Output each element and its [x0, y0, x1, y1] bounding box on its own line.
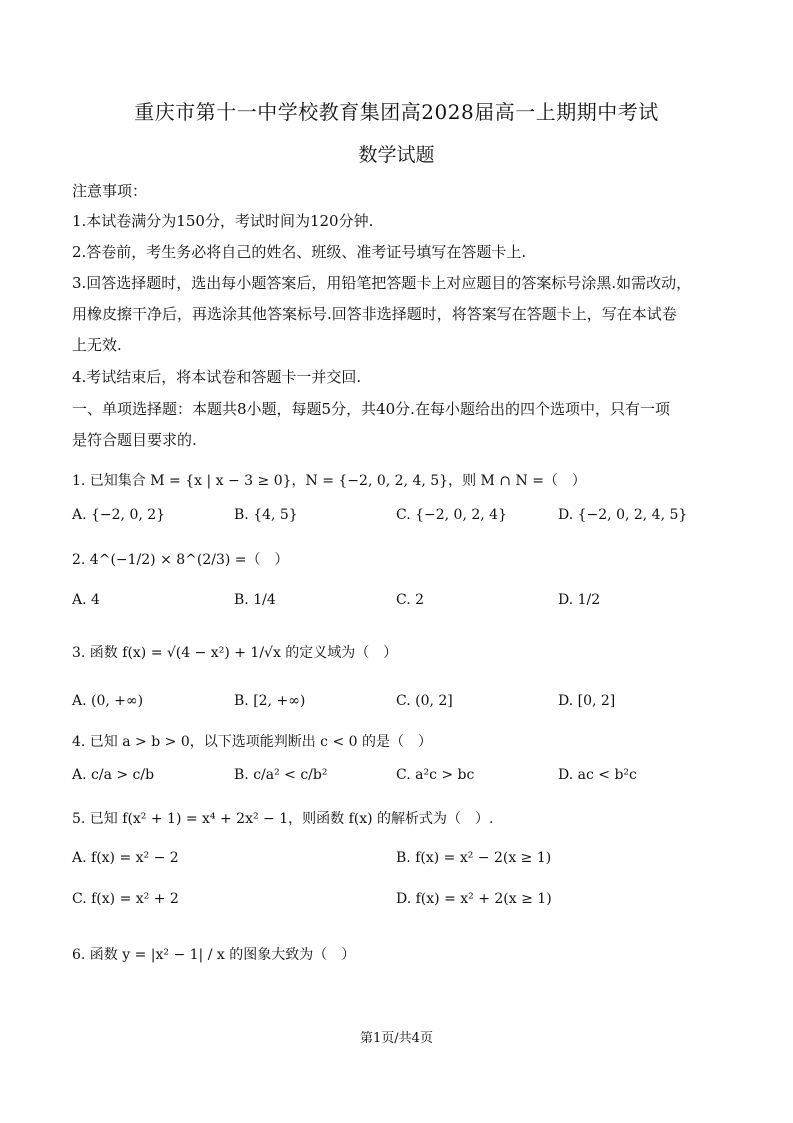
notes-heading: 注意事项：	[72, 182, 148, 200]
page-footer: 第1页/共4页	[360, 1031, 433, 1046]
question-4-option-c: C. a²c > bc	[396, 767, 475, 783]
note-item-3-end: 上无效.	[72, 336, 122, 354]
note-item-3-cont: 用橡皮擦干净后，再选涂其他答案标号.回答非选择题时，将答案写在答题卡上，写在本试卷	[72, 305, 677, 323]
note-item-3: 3.回答选择题时，选出每小题答案后，用铅笔把答题卡上对应题目的答案标号涂黑.如需改动，	[72, 274, 692, 292]
question-5-option-a: A. f(x) = x² − 2	[72, 850, 179, 866]
question-1-option-d: D. {−2, 0, 2, 4, 5}	[558, 507, 688, 523]
page-title: 重庆市第十一中学校教育集团高2028届高一上期期中考试	[134, 100, 659, 124]
question-5-option-d: D. f(x) = x² + 2(x ≥ 1)	[396, 891, 552, 907]
note-item-4: 4.考试结束后，将本试卷和答题卡一并交回.	[72, 368, 362, 386]
question-5-option-c: C. f(x) = x² + 2	[72, 891, 179, 907]
question-6-stem: 6. 函数 y = |x² − 1| / x 的图象大致为（ ）	[72, 947, 356, 963]
question-1-option-a: A. {−2, 0, 2}	[72, 507, 166, 523]
question-3-option-a: A. (0, +∞)	[72, 693, 144, 709]
question-4-option-d: D. ac < b²c	[558, 767, 637, 783]
question-2-option-d: D. 1/2	[558, 592, 601, 608]
question-2-option-a: A. 4	[72, 592, 100, 608]
question-5-option-b: B. f(x) = x² − 2(x ≥ 1)	[396, 850, 552, 866]
question-1-stem: 1. 已知集合 M = {x | x − 3 ≥ 0}，N = {−2, 0, 2, 4, 5}，则 M ∩ N =（ ）	[72, 473, 586, 489]
question-2-option-b: B. 1/4	[234, 592, 276, 608]
question-3-option-c: C. (0, 2]	[396, 693, 453, 709]
question-3-stem: 3. 函数 f(x) = √(4 − x²) + 1/√x 的定义域为（ ）	[72, 645, 398, 661]
question-3-option-d: D. [0, 2]	[558, 693, 616, 709]
section-heading-cont: 是符合题目要求的.	[72, 431, 197, 449]
question-4-option-b: B. c/a² < c/b²	[234, 767, 328, 783]
note-item-2: 2.答卷前，考生务必将自己的姓名、班级、准考证号填写在答题卡上.	[72, 243, 527, 261]
note-item-1: 1.本试卷满分为150分，考试时间为120分钟.	[72, 212, 374, 230]
question-5-stem: 5. 已知 f(x² + 1) = x⁴ + 2x² − 1，则函数 f(x) 的解析式为（ ）.	[72, 811, 494, 827]
question-2-option-c: C. 2	[396, 592, 425, 608]
page-subtitle: 数学试题	[358, 144, 435, 166]
question-1-option-c: C. {−2, 0, 2, 4}	[396, 507, 507, 523]
question-2-stem: 2. 4^(−1/2) × 8^(2/3) =（ ）	[72, 552, 289, 568]
question-3-option-b: B. [2, +∞)	[234, 693, 306, 709]
section-heading: 一、单项选择题：本题共8小题，每题5分，共40分.在每小题给出的四个选项中，只有一项	[72, 400, 670, 418]
question-4-option-a: A. c/a > c/b	[72, 767, 155, 783]
question-1-option-b: B. {4, 5}	[234, 507, 298, 523]
question-4-stem: 4. 已知 a > b > 0，以下选项能判断出 c < 0 的是（ ）	[72, 734, 433, 750]
